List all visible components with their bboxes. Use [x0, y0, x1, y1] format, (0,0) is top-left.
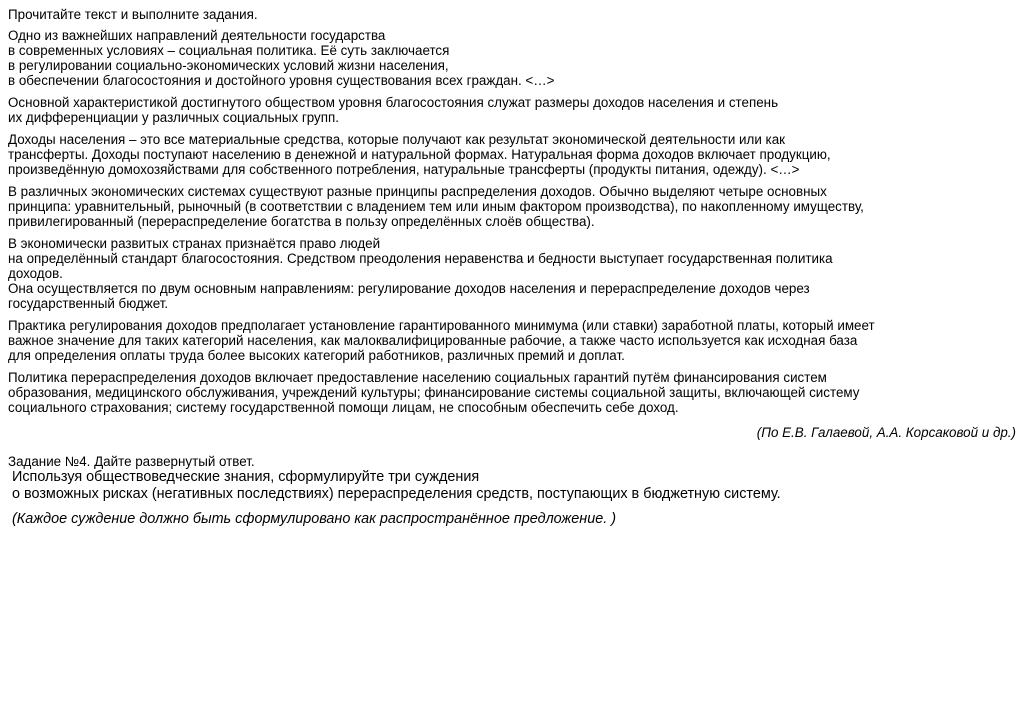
paragraph-line: на определённый стандарт благосостояния. Средством преодоления неравенства и бедности выступает государственная политика	[8, 251, 833, 266]
paragraph-social-policy	[8, 28, 1018, 88]
source-citation: (По Е.В. Галаевой, А.А. Корсаковой и др.)	[756, 425, 1016, 440]
paragraph-line: В различных экономических системах существуют разные принципы распределения доходов. Обычно выделяют четыре основных	[8, 184, 827, 199]
paragraph-line: привилегированный (перераспределение богатства в пользу определённых слоёв общества).	[8, 214, 595, 229]
task-title: Задание №4. Дайте развернутый ответ.	[8, 454, 255, 469]
paragraph-line: Одно из важнейших направлений деятельности государства	[8, 28, 386, 43]
instruction-text: Прочитайте текст и выполните задания.	[8, 7, 258, 22]
paragraph-line: государственный бюджет.	[8, 296, 169, 311]
paragraph-line: важное значение для таких категорий населения, как малоквалифицированные рабочие, а также часто используется как исходная база	[8, 333, 858, 348]
paragraph-line: Основной характеристикой достигнутого обществом уровня благосостояния служат размеры доходов населения и степень	[8, 95, 779, 110]
paragraph-line: социального страхования; систему государственной помощи лицам, не способным обеспечить себе доход.	[8, 400, 679, 415]
paragraph-line: их дифференциации у различных социальных групп.	[8, 110, 339, 125]
paragraph-line: Она осуществляется по двум основным направлениям: регулирование доходов населения и перераспределение доходов через	[8, 281, 810, 296]
paragraph-income-policy	[8, 236, 1018, 311]
paragraph-distribution-principles	[8, 184, 1018, 229]
paragraph-line: принципа: уравнительный, рыночный (в соответствии с владением тем или иным фактором производства), по накопленному имуществу,	[8, 199, 864, 214]
paragraph-income-definition	[8, 132, 1018, 177]
task-question-line: Используя обществоведческие знания, сформулируйте три суждения	[12, 469, 480, 485]
paragraph-income-regulation	[8, 318, 1018, 363]
paragraph-redistribution	[8, 370, 1018, 415]
task-question-line: о возможных рисках (негативных последствиях) перераспределения средств, поступающих в бюджетную систему.	[12, 485, 781, 502]
paragraph-line: в регулировании социально-экономических условий жизни населения,	[8, 58, 449, 73]
document-page	[8, 7, 1018, 528]
paragraph-line: произведённую домохозяйствами для собственного потребления, натуральные трансферты (продукты питания, одежду). <…>	[8, 162, 800, 177]
task-note: (Каждое суждение должно быть сформулировано как распространённое предложение. )	[12, 511, 616, 527]
paragraph-line: в современных условиях – социальная политика. Её суть заключается	[8, 43, 450, 58]
paragraph-line: для определения оплаты труда более высоких категорий работников, различных премий и доплат.	[8, 348, 625, 363]
paragraph-welfare-level	[8, 95, 1018, 125]
paragraph-line: в обеспечении благосостояния и достойного уровня существования всех граждан. <…>	[8, 73, 555, 88]
paragraph-line: доходов.	[8, 266, 63, 281]
paragraph-line: трансферты. Доходы поступают населению в денежной и натуральной формах. Натуральная форма доходов включает продукцию,	[8, 147, 831, 162]
paragraph-line: Практика регулирования доходов предполагает установление гарантированного минимума (или ставки) заработной платы, который имеет	[8, 318, 875, 333]
paragraph-line: Доходы населения – это все материальные средства, которые получают как результат экономической деятельности или как	[8, 132, 785, 147]
paragraph-line: Политика перераспределения доходов включает предоставление населению социальных гарантий путём финансирования систем	[8, 370, 827, 385]
paragraph-line: образования, медицинского обслуживания, учреждений культуры; финансирование системы социальной защиты, включающей систему	[8, 385, 860, 400]
paragraph-line: В экономически развитых странах признаётся право людей	[8, 236, 381, 251]
